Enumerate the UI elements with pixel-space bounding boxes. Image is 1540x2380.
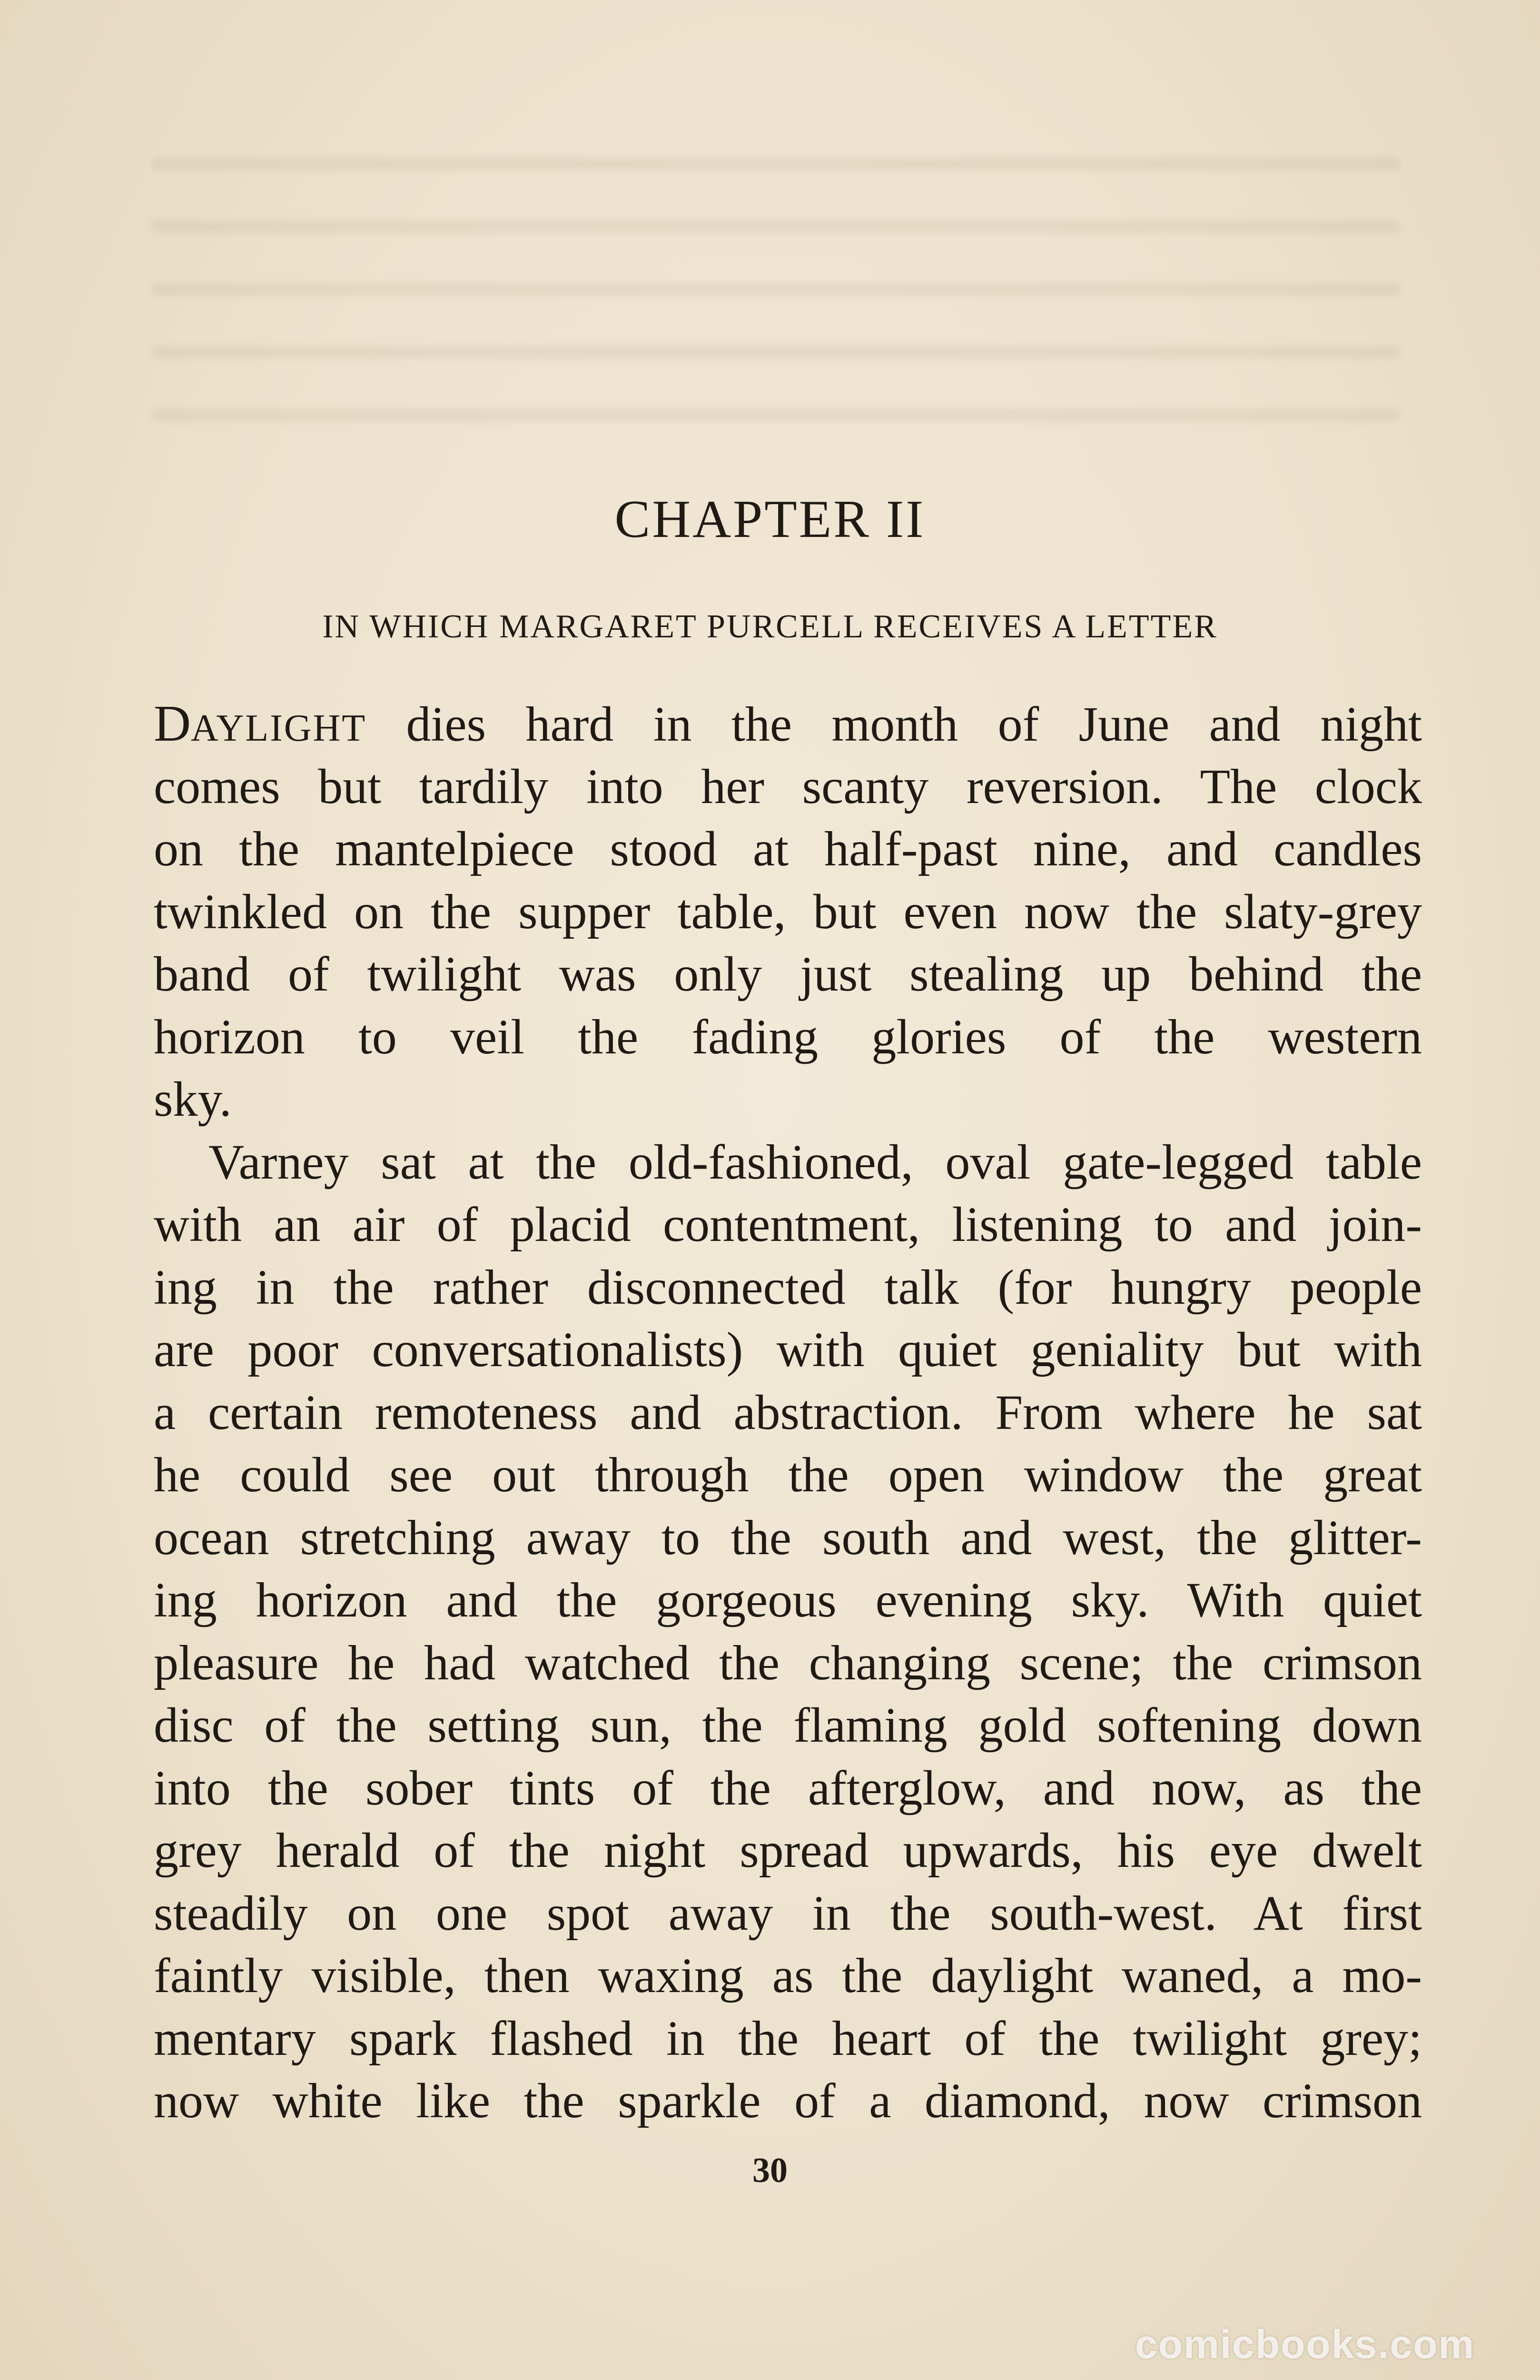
text-line: a certain remoteness and abstraction. From where he sat — [154, 1385, 1422, 1440]
text-line: ocean stretching away to the south and west, the glitter- — [154, 1510, 1422, 1565]
watermark: comicbooks.com — [1135, 2322, 1475, 2367]
chapter-subtitle: IN WHICH MARGARET PURCELL RECEIVES A LETTER — [322, 608, 1218, 645]
text-line: faintly visible, then waxing as the daylight waned, a mo- — [154, 1948, 1422, 2003]
text-line: into the sober tints of the afterglow, and now, as the — [154, 1760, 1422, 1815]
line-text: dies hard in the month of June and night — [366, 697, 1422, 752]
text-line: with an air of placid contentment, listening to and join- — [154, 1197, 1422, 1252]
text-line: steadily on one spot away in the south-west. At first — [154, 1885, 1422, 1941]
drop-cap: D — [154, 695, 191, 752]
text-line: sky. — [154, 1072, 232, 1127]
text-line: now white like the sparkle of a diamond, now crimson — [154, 2073, 1422, 2128]
text-line: comes but tardily into her scanty reversion. The clock — [154, 759, 1422, 814]
text-line: twinkled on the supper table, but even now the slaty-grey — [154, 884, 1422, 939]
text-line — [154, 693, 1422, 755]
text-line: grey herald of the night spread upwards, his eye dwelt — [154, 1823, 1422, 1878]
small-caps: AYLIGHT — [191, 707, 367, 749]
text-line: band of twilight was only just stealing up behind the — [154, 947, 1422, 1002]
text-line: pleasure he had watched the changing scene; the crimson — [154, 1635, 1422, 1690]
chapter-title: CHAPTER II — [614, 490, 926, 549]
text-line: mentary spark flashed in the heart of the twilight grey; — [154, 2011, 1422, 2066]
body-text — [154, 693, 1422, 2132]
text-line: are poor conversationalists) with quiet geniality but with — [154, 1322, 1422, 1377]
text-line: he could see out through the open window the great — [154, 1448, 1422, 1502]
text-line: disc of the setting sun, the flaming gold softening down — [154, 1698, 1422, 1753]
text-line: horizon to veil the fading glories of the western — [154, 1009, 1422, 1064]
text-line: Varney sat at the old-fashioned, oval gate-legged table — [208, 1134, 1422, 1190]
page-number: 30 — [752, 2151, 788, 2190]
text-line: ing horizon and the gorgeous evening sky. With quiet — [154, 1573, 1422, 1627]
text-line: ing in the rather disconnected talk (for hungry people — [154, 1259, 1422, 1315]
bleed-through-shadow — [152, 157, 1399, 452]
text-line: on the mantelpiece stood at half-past nine, and candles — [154, 822, 1422, 876]
